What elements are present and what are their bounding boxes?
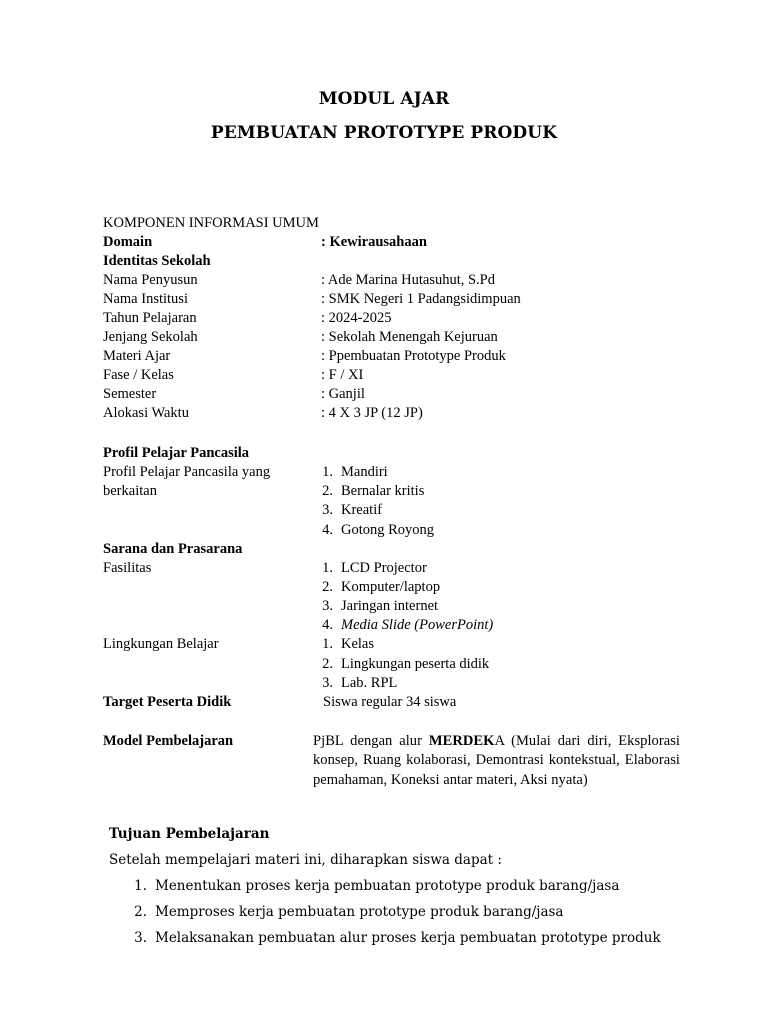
profil-label: Profil Pelajar Pancasila yang (103, 464, 271, 480)
sarana-heading: Sarana dan Prasarana (103, 541, 243, 557)
list-number: 2. (134, 904, 147, 920)
section-heading: KOMPONEN INFORMASI UMUM (103, 215, 319, 231)
list-number: 2. (322, 579, 333, 595)
identitas-value: : Ade Marina Hutasuhut, S.Pd (321, 272, 495, 288)
list-text: Gotong Royong (341, 522, 435, 538)
identitas-label: Fase / Kelas (103, 367, 174, 383)
domain-label: Domain (103, 234, 153, 250)
list-text: Menentukan proses kerja pembuatan prototype produk barang/jasa (155, 878, 620, 894)
list-text: Jaringan internet (341, 598, 439, 614)
tujuan-intro: Setelah mempelajari materi ini, diharapkan siswa dapat : (109, 852, 502, 868)
identitas-value: : Ppembuatan Prototype Produk (321, 348, 506, 364)
list-number: 4. (322, 522, 333, 538)
list-text: Melaksanakan pembuatan alur proses kerja pembuatan prototype produk (155, 930, 661, 946)
list-text: Bernalar kritis (341, 483, 425, 499)
identitas-label: Alokasi Waktu (103, 405, 189, 421)
lingkungan-label: Lingkungan Belajar (103, 636, 219, 652)
identitas-value: : Sekolah Menengah Kejuruan (321, 329, 498, 345)
list-text: Mandiri (341, 464, 388, 480)
document-title: MODUL AJAR (318, 89, 450, 109)
identitas-label: Nama Penyusun (103, 272, 198, 288)
list-text: Memproses kerja pembuatan prototype produk barang/jasa (155, 904, 564, 920)
target-value: Siswa regular 34 siswa (323, 694, 457, 710)
model-prefix: PjBL dengan alur (313, 733, 429, 749)
identitas-label: Materi Ajar (103, 348, 171, 364)
list-text: Lingkungan peserta didik (341, 656, 490, 672)
list-text: Lab. RPL (341, 675, 398, 691)
identitas-value: : 4 X 3 JP (12 JP) (321, 405, 423, 421)
list-number: 2. (322, 483, 333, 499)
profil-label-cont: berkaitan (103, 483, 157, 499)
identitas-label: Nama Institusi (103, 291, 188, 307)
list-text: Komputer/laptop (341, 579, 441, 595)
list-number: 2. (322, 656, 333, 672)
list-number: 3. (322, 598, 333, 614)
identitas-label: Semester (103, 386, 157, 402)
identitas-value: : SMK Negeri 1 Padangsidimpuan (321, 291, 521, 307)
profil-heading: Profil Pelajar Pancasila (103, 445, 250, 461)
domain-value: : Kewirausahaan (321, 234, 427, 250)
identitas-label: Tahun Pelajaran (103, 310, 197, 326)
list-number: 1. (134, 878, 147, 894)
list-text: Media Slide (PowerPoint) (341, 617, 494, 633)
identitas-value: : Ganjil (321, 386, 365, 402)
list-text: Kreatif (341, 502, 383, 518)
model-label: Model Pembelajaran (103, 733, 234, 749)
model-bold: MERDEK (428, 733, 495, 749)
list-number: 1. (322, 560, 333, 576)
identitas-value: : 2024-2025 (321, 310, 392, 326)
list-number: 3. (322, 675, 333, 691)
list-number: 1. (322, 636, 333, 652)
model-description (313, 732, 680, 790)
tujuan-heading: Tujuan Pembelajaran (109, 826, 270, 842)
list-text: LCD Projector (341, 560, 427, 576)
list-number: 3. (134, 930, 147, 946)
list-number: 1. (322, 464, 333, 480)
target-label: Target Peserta Didik (103, 694, 232, 710)
fasilitas-label: Fasilitas (103, 560, 152, 576)
identitas-heading: Identitas Sekolah (103, 253, 211, 269)
list-text: Kelas (341, 636, 375, 652)
model-suffix: A (Mulai dari diri, Eksplorasi konsep, Ruang kolaborasi, Demontrasi kontekstual, Elaborasi pemahaman, Koneksi antar materi, Aksi nyata) (313, 733, 680, 788)
document-subtitle: PEMBUATAN PROTOTYPE PRODUK (210, 123, 558, 143)
identitas-value: : F / XI (321, 367, 364, 383)
list-number: 4. (322, 617, 333, 633)
identitas-label: Jenjang Sekolah (103, 329, 198, 345)
list-number: 3. (322, 502, 333, 518)
